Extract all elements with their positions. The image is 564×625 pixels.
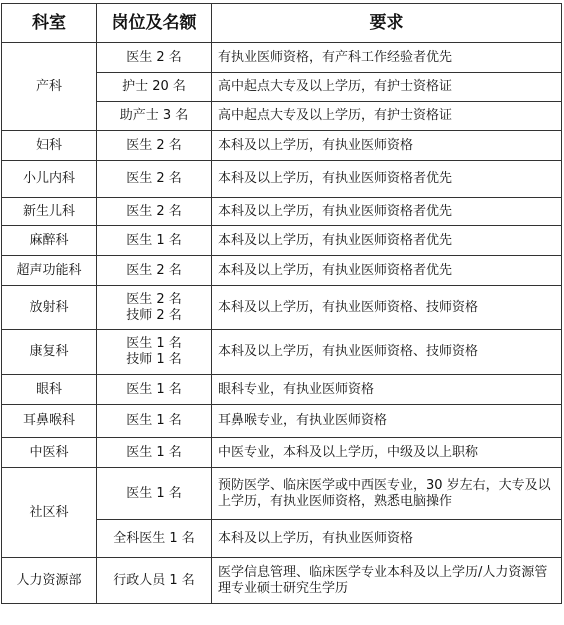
requirement-cell: 本科及以上学历，有执业医师资格、技师资格 <box>212 286 562 330</box>
requirement-cell: 本科及以上学历，有执业医师资格 <box>212 520 562 558</box>
dept-cell: 中医科 <box>2 438 97 468</box>
header-position: 岗位及名额 <box>97 4 212 43</box>
dept-cell: 人力资源部 <box>2 558 97 604</box>
requirement-cell: 本科及以上学历，有执业医师资格者优先 <box>212 226 562 256</box>
dept-cell: 产科 <box>2 43 97 131</box>
position-cell: 医生 2 名 <box>97 161 212 198</box>
requirement-cell: 耳鼻喉专业，有执业医师资格 <box>212 405 562 438</box>
position-cell: 全科医生 1 名 <box>97 520 212 558</box>
position-cell: 医生 2 名 <box>97 198 212 226</box>
requirement-cell: 中医专业，本科及以上学历，中级及以上职称 <box>212 438 562 468</box>
requirement-cell: 有执业医师资格，有产科工作经验者优先 <box>212 43 562 73</box>
dept-cell: 新生儿科 <box>2 198 97 226</box>
requirement-cell: 预防医学、临床医学或中西医专业，30 岁左右，大专及以上学历，有执业医师资格，熟悉电脑操作 <box>212 468 562 520</box>
dept-cell: 耳鼻喉科 <box>2 405 97 438</box>
position-cell: 医生 1 名 <box>97 468 212 520</box>
position-cell: 医生 1 名 <box>97 375 212 405</box>
header-department: 科室 <box>2 4 97 43</box>
position-cell: 行政人员 1 名 <box>97 558 212 604</box>
table-row <box>2 226 562 256</box>
header-row <box>2 4 562 43</box>
table-row <box>2 43 562 73</box>
position-cell: 医生 1 名 <box>97 226 212 256</box>
position-line: 技师 1 名 <box>126 352 182 367</box>
position-line: 医生 2 名 <box>126 291 182 307</box>
position-cell <box>97 330 212 375</box>
requirement-cell: 本科及以上学历，有执业医师资格者优先 <box>212 256 562 286</box>
table-row <box>2 468 562 520</box>
position-cell: 医生 2 名 <box>97 256 212 286</box>
requirement-cell: 本科及以上学历，有执业医师资格 <box>212 131 562 161</box>
requirement-cell: 高中起点大专及以上学历，有护士资格证 <box>212 102 562 131</box>
dept-cell: 社区科 <box>2 468 97 558</box>
dept-cell: 超声功能科 <box>2 256 97 286</box>
table-row <box>2 286 562 330</box>
position-cell: 医生 1 名 <box>97 405 212 438</box>
requirement-cell: 本科及以上学历，有执业医师资格者优先 <box>212 198 562 226</box>
position-line: 医生 1 名 <box>126 336 182 351</box>
table-row <box>2 558 562 604</box>
table-row <box>2 198 562 226</box>
recruitment-table <box>1 3 562 604</box>
table-row <box>2 405 562 438</box>
position-cell: 护士 20 名 <box>97 73 212 102</box>
position-cell: 医生 1 名 <box>97 438 212 468</box>
requirement-cell: 高中起点大专及以上学历，有护士资格证 <box>212 73 562 102</box>
requirement-cell: 本科及以上学历，有执业医师资格、技师资格 <box>212 330 562 375</box>
position-cell <box>97 286 212 330</box>
requirement-cell: 本科及以上学历，有执业医师资格者优先 <box>212 161 562 198</box>
position-cell: 助产士 3 名 <box>97 102 212 131</box>
table-row <box>2 330 562 375</box>
position-cell: 医生 2 名 <box>97 131 212 161</box>
dept-cell: 麻醉科 <box>2 226 97 256</box>
table-row <box>2 131 562 161</box>
dept-cell: 放射科 <box>2 286 97 330</box>
table-row <box>2 161 562 198</box>
table-row <box>2 256 562 286</box>
table-row <box>2 375 562 405</box>
dept-cell: 小儿内科 <box>2 161 97 198</box>
dept-cell: 妇科 <box>2 131 97 161</box>
header-requirement: 要求 <box>212 4 562 43</box>
table-row <box>2 438 562 468</box>
requirement-cell: 医学信息管理、临床医学专业本科及以上学历/人力资源管理专业硕士研究生学历 <box>212 558 562 604</box>
position-cell: 医生 2 名 <box>97 43 212 73</box>
position-line: 技师 2 名 <box>126 307 182 323</box>
dept-cell: 眼科 <box>2 375 97 405</box>
requirement-cell: 眼科专业，有执业医师资格 <box>212 375 562 405</box>
dept-cell: 康复科 <box>2 330 97 375</box>
